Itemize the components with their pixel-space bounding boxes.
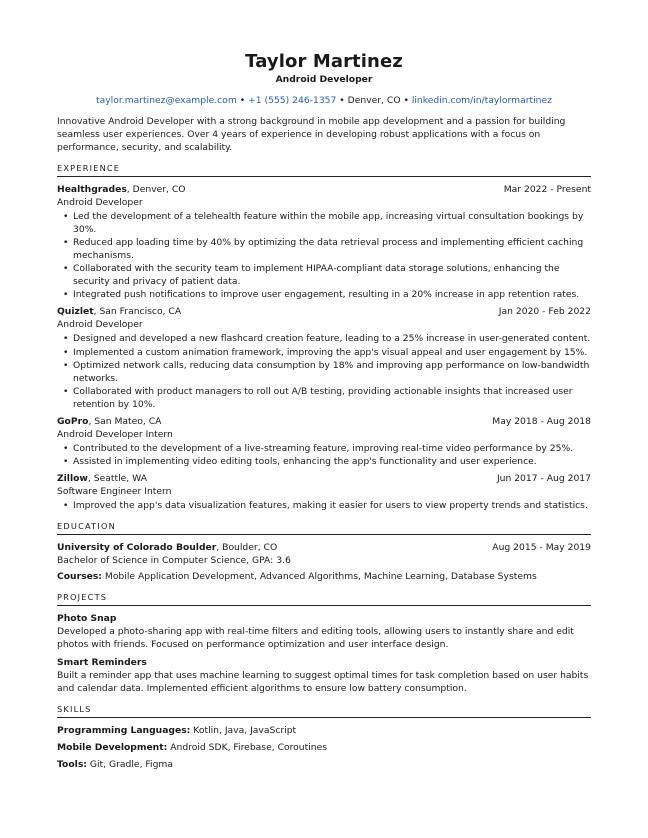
skill-value: Git, Gradle, Figma bbox=[86, 758, 173, 770]
candidate-title: Android Developer bbox=[275, 73, 373, 85]
skills-section bbox=[57, 704, 591, 771]
experience-entry bbox=[57, 415, 591, 468]
linkedin-link[interactable]: linkedin.com/in/taylormartinez bbox=[411, 94, 552, 106]
company-location: , Denver, CO bbox=[126, 183, 186, 195]
company-location: , Seattle, WA bbox=[87, 473, 147, 485]
company-location: , San Francisco, CA bbox=[93, 306, 182, 318]
experience-section bbox=[57, 163, 591, 512]
experience-entry bbox=[57, 305, 591, 411]
job-dates: Jan 2020 - Feb 2022 bbox=[498, 306, 591, 318]
bullet-item: • Reduced app loading time by 40% by optimizing the data retrieval process and implementing efficient caching mechanisms. bbox=[57, 236, 591, 262]
skill-line bbox=[57, 758, 591, 771]
courses-label: Courses: bbox=[57, 571, 102, 583]
bullet-item: • Led the development of a telehealth feature within the mobile app, increasing virtual consultation bookings by 30%. bbox=[57, 210, 591, 236]
skill-value: Kotlin, Java, JavaScript bbox=[190, 724, 297, 736]
school-location: , Boulder, CO bbox=[216, 541, 278, 553]
courses-line bbox=[57, 570, 591, 583]
bullet-item: • Collaborated with product managers to roll out A/B testing, providing actionable insights that increased user retention by 10%. bbox=[57, 385, 591, 411]
section-heading-education: EDUCATION bbox=[57, 521, 591, 535]
bullet-item: • Integrated push notifications to improve user engagement, resulting in a 20% increase in app retention rates. bbox=[57, 288, 591, 301]
courses-list: Mobile Application Development, Advanced Algorithms, Machine Learning, Database Systems bbox=[101, 571, 537, 583]
project-name: Smart Reminders bbox=[57, 656, 147, 668]
experience-entry bbox=[57, 183, 591, 302]
bullet-item: • Improved the app's data visualization features, making it easier for users to view property trends and statistics. bbox=[57, 499, 591, 512]
candidate-name: Taylor Martinez bbox=[245, 51, 403, 72]
section-heading-skills: SKILLS bbox=[57, 704, 591, 718]
bullet-item: • Assisted in implementing video editing tools, enhancing the app's functionality and user experience. bbox=[57, 455, 591, 468]
job-role: Software Engineer Intern bbox=[57, 486, 172, 498]
job-dates: May 2018 - Aug 2018 bbox=[492, 415, 591, 427]
job-role: Android Developer Intern bbox=[57, 428, 173, 440]
job-dates: Jun 2017 - Aug 2017 bbox=[496, 473, 591, 485]
education-section bbox=[57, 521, 591, 583]
education-dates: Aug 2015 - May 2019 bbox=[492, 541, 591, 553]
company-location: , San Mateo, CA bbox=[88, 415, 162, 427]
company-name: Zillow bbox=[57, 473, 88, 485]
job-role: Android Developer bbox=[57, 319, 143, 331]
experience-entry bbox=[57, 472, 591, 512]
bullet-item: • Optimized network calls, reducing data consumption by 18% and improving app performance on low-bandwidth networks. bbox=[57, 359, 591, 385]
location-text: Denver, CO bbox=[347, 94, 401, 106]
company-name: Healthgrades bbox=[57, 183, 127, 195]
project-entry bbox=[57, 656, 591, 695]
project-description: Developed a photo-sharing app with real-time filters and editing tools, allowing users to instantly share and edit photos with friends. Focused on performance optimization and user interface design. bbox=[57, 625, 574, 650]
contact-separator: • bbox=[236, 94, 249, 106]
phone-link[interactable]: +1 (555) 246-1357 bbox=[248, 94, 337, 106]
skill-label: Tools: bbox=[57, 758, 87, 770]
summary-paragraph: Innovative Android Developer with a strong background in mobile app development and a passion for building seamless user experiences. Over 4 years of experience in developing robust applications with a focus on performance, security, and scalability. bbox=[57, 115, 566, 154]
bullet-item: • Designed and developed a new flashcard creation feature, leading to a 25% increase in user-generated content. bbox=[57, 332, 591, 345]
project-name: Photo Snap bbox=[57, 612, 117, 624]
school-name: University of Colorado Boulder bbox=[57, 541, 217, 553]
bullet-item: • Contributed to the development of a live-streaming feature, improving real-time video performance by 25%. bbox=[57, 442, 591, 455]
bullet-item: • Implemented a custom animation framework, improving the app's visual appeal and user engagement by 15%. bbox=[57, 346, 591, 359]
contact-separator: • bbox=[400, 94, 412, 106]
degree-text: Bachelor of Science in Computer Science, GPA: 3.6 bbox=[57, 554, 291, 566]
skill-label: Programming Languages: bbox=[57, 724, 191, 736]
projects-section bbox=[57, 592, 591, 695]
company-name: GoPro bbox=[57, 415, 89, 427]
contact-line bbox=[57, 94, 591, 107]
section-heading-experience: EXPERIENCE bbox=[57, 163, 591, 177]
contact-separator: • bbox=[336, 94, 348, 106]
job-dates: Mar 2022 - Present bbox=[503, 183, 591, 195]
skill-value: Android SDK, Firebase, Coroutines bbox=[167, 741, 328, 753]
skill-line bbox=[57, 741, 591, 754]
skill-line bbox=[57, 724, 591, 737]
company-name: Quizlet bbox=[57, 306, 94, 318]
email-link[interactable]: taylor.martinez@example.com bbox=[96, 94, 237, 106]
skill-label: Mobile Development: bbox=[57, 741, 168, 753]
job-role: Android Developer bbox=[57, 196, 143, 208]
project-entry bbox=[57, 612, 591, 651]
section-heading-projects: PROJECTS bbox=[57, 592, 591, 606]
project-description: Built a reminder app that uses machine learning to suggest optimal times for task completion based on user habits and calendar data. Implemented efficient algorithms to ensure low battery consumption. bbox=[57, 669, 589, 695]
bullet-item: • Collaborated with the security team to implement HIPAA-compliant data storage solutions, enhancing the security and privacy of patient data. bbox=[57, 262, 591, 288]
